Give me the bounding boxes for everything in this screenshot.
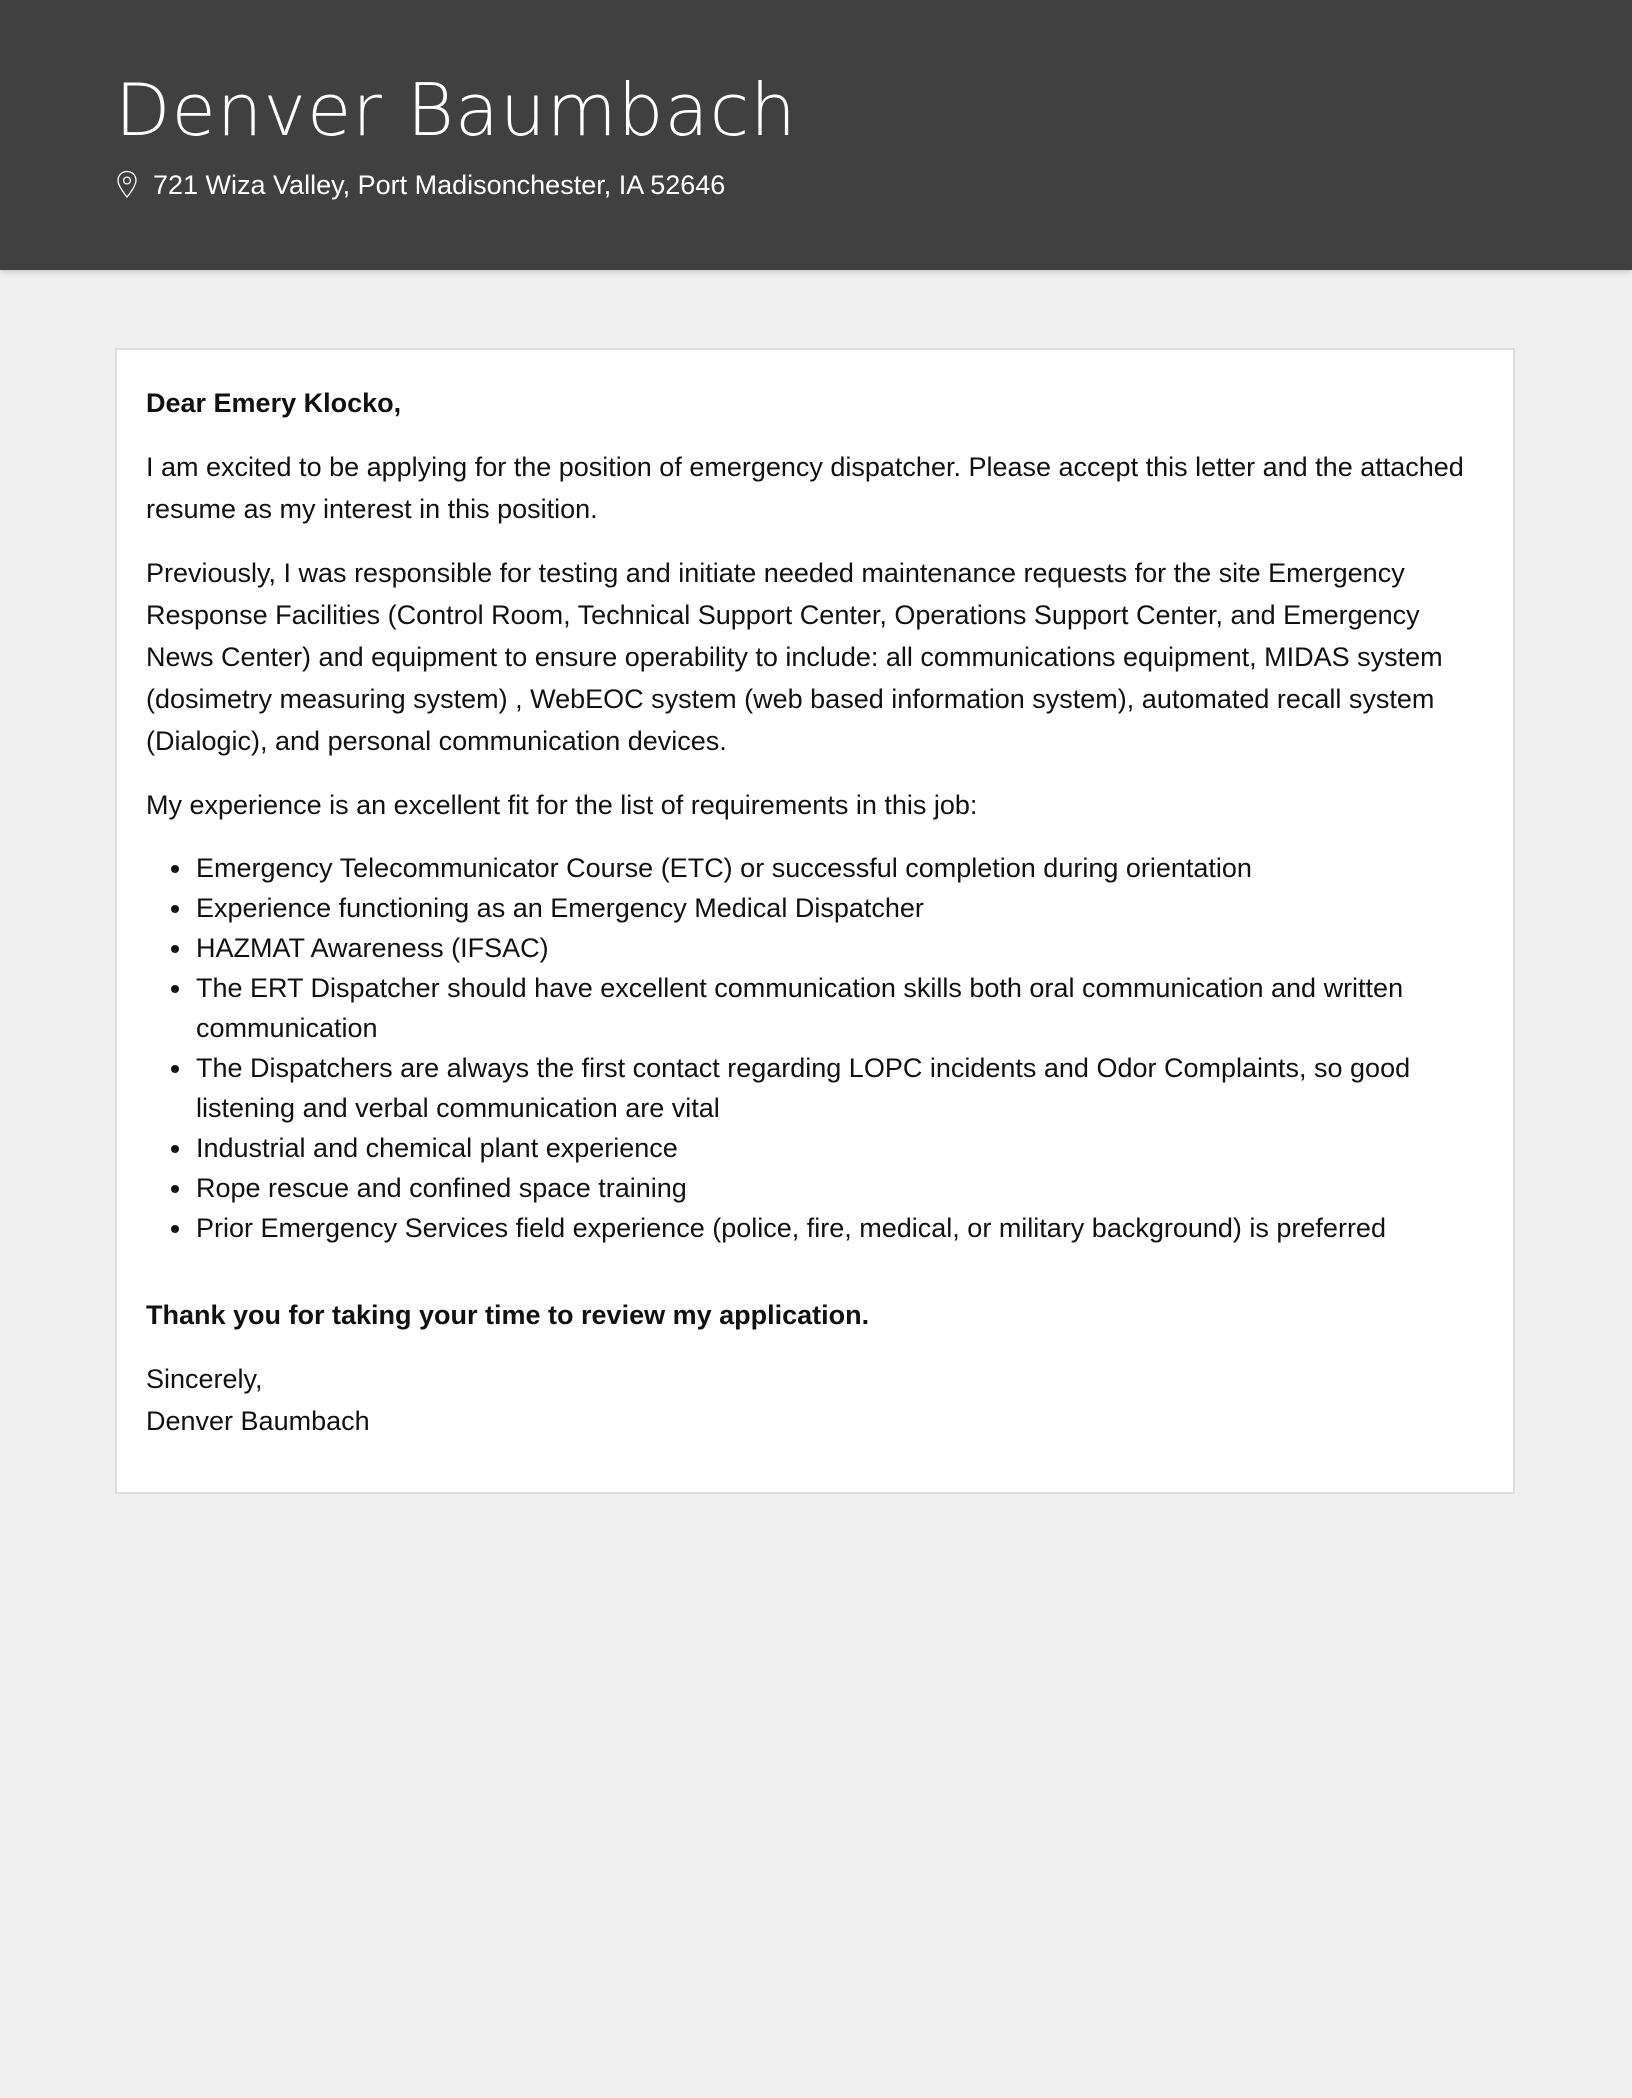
thanks-line: Thank you for taking your time to review my application. [146,1300,870,1330]
map-pin-icon [115,169,139,201]
experience-paragraph: Previously, I was responsible for testing and initiate needed maintenance requests for the site Emergency Response Facilities (Control Room, Technical Support Center, Operations Support Center, and Emergency News Center) and equipment to ensure operability to include: all communications equipment, MIDAS system (dosimetry measuring system) , WebEOC system (web based information system), automated recall system (Dialogic), and personal communication devices. [146,558,1443,756]
list-item: • The ERT Dispatcher should have excellent communication skills both oral communication and written communication [194,968,1483,1048]
requirements-list [146,848,1483,1248]
list-item: • The Dispatchers are always the first contact regarding LOPC incidents and Odor Complaints, so good listening and verbal communication are vital [194,1048,1483,1128]
signature: Denver Baumbach [146,1406,370,1436]
list-item: • Experience functioning as an Emergency Medical Dispatcher [194,888,1483,928]
letter-card [115,348,1515,1494]
address-line [115,165,725,205]
list-item: • Rope rescue and confined space training [194,1168,1483,1208]
list-item: • Prior Emergency Services field experience (police, fire, medical, or military background) is preferred [194,1208,1483,1248]
list-item: • Emergency Telecommunicator Course (ETC) or successful completion during orientation [194,848,1483,888]
fit-statement: My experience is an excellent fit for the list of requirements in this job: [146,790,978,820]
header-banner [0,0,1632,270]
intro-paragraph: I am excited to be applying for the position of emergency dispatcher. Please accept this letter and the attached resume as my interest in this position. [146,452,1464,524]
list-item: • HAZMAT Awareness (IFSAC) [194,928,1483,968]
applicant-name: Denver Baumbach [115,68,797,152]
address-text: 721 Wiza Valley, Port Madisonchester, IA 52646 [153,169,726,200]
greeting: Dear Emery Klocko, [146,388,402,418]
list-item: • Industrial and chemical plant experience [194,1128,1483,1168]
closing: Sincerely, [146,1364,263,1394]
